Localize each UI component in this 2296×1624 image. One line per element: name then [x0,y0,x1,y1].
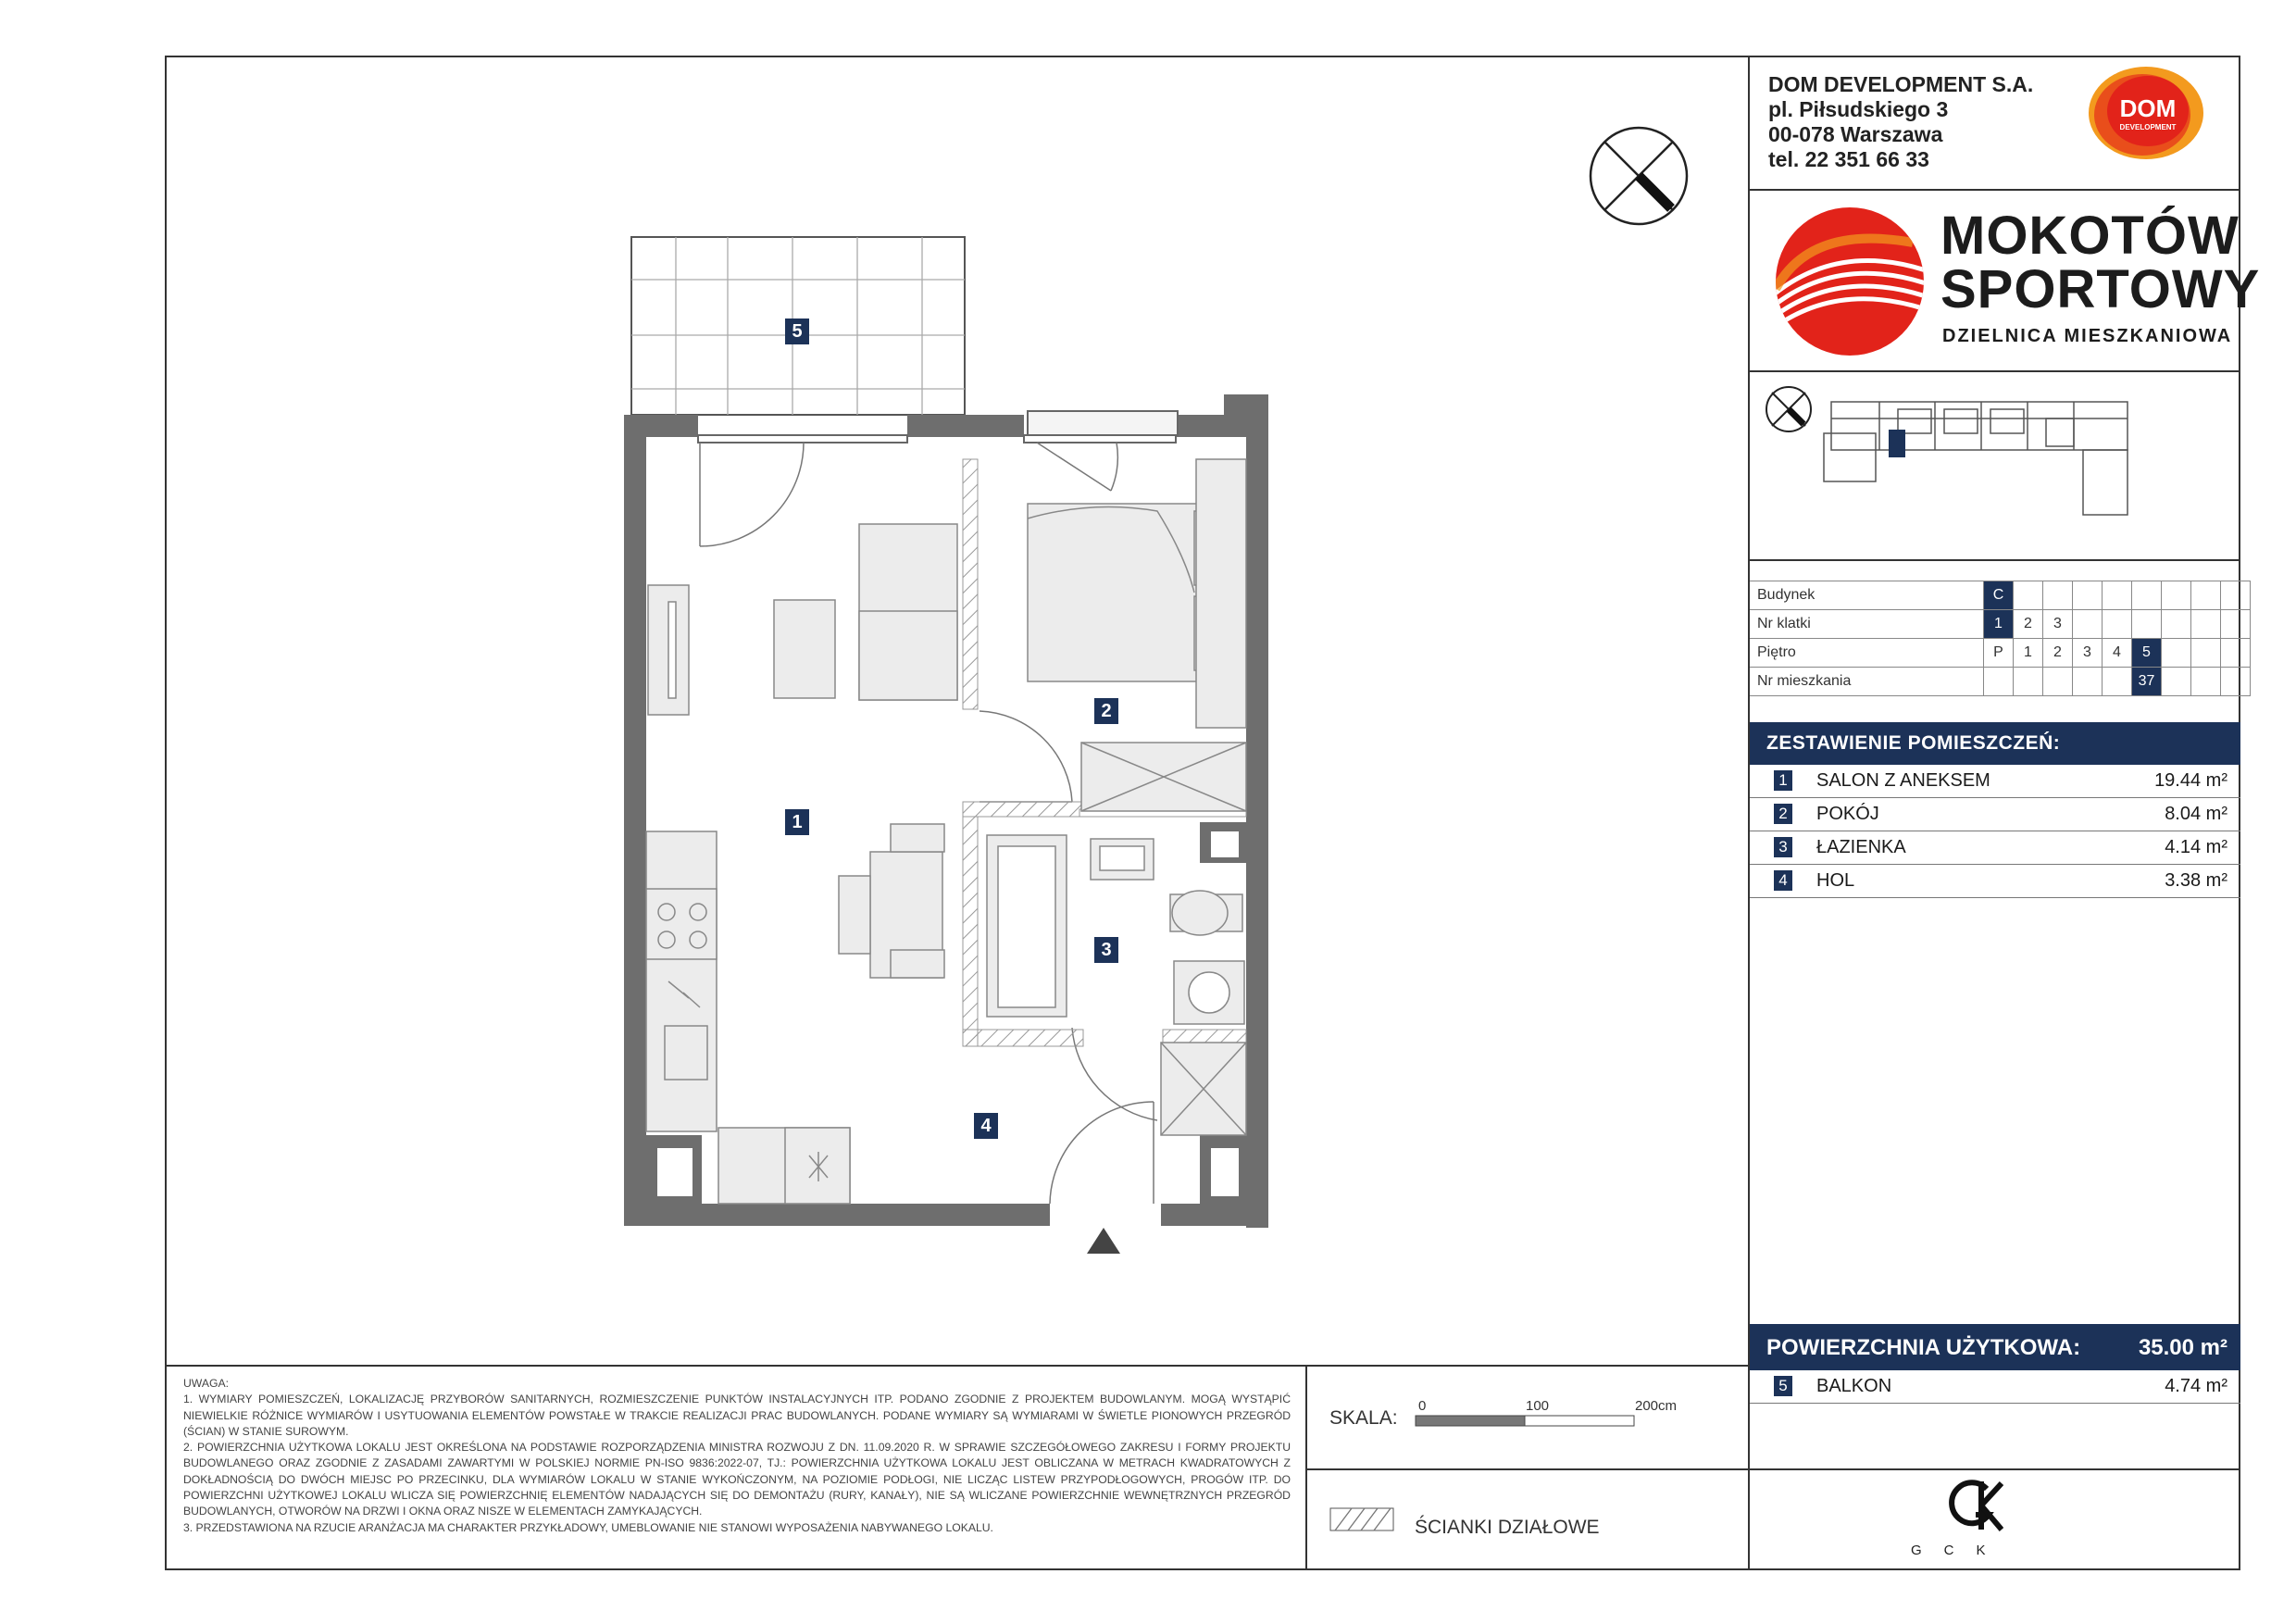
compass-icon [1591,128,1687,224]
company-street: pl. Piłsudskiego 3 [1768,97,1949,121]
locator-cell [2191,668,2221,696]
locator-cell [2014,668,2043,696]
total-area-bar [1750,1324,2240,1370]
locator-cell: 3 [2043,610,2073,639]
locator-row-label: Piętro [1750,639,1984,668]
dom-development-logo [2085,65,2209,161]
company-phone: tel. 22 351 66 33 [1768,147,1929,171]
room-row [1750,765,2240,798]
locator-row-label: Budynek [1750,581,1984,610]
locator-cell [1984,668,2014,696]
locator-cell: 2 [2043,639,2073,668]
plan-tag-room: 2 [1094,698,1118,724]
notes-block [183,1376,1291,1536]
divider-footer [1748,1468,2240,1470]
room-name: HOL [1816,870,1855,891]
locator-cell [2221,668,2251,696]
locator-cell [2162,610,2191,639]
plan-tag-balcony: 5 [785,319,809,344]
locator-cell [2103,668,2132,696]
furniture [646,459,1246,1204]
brand-line2: SPORTOWY [1940,259,2261,319]
room-name: ŁAZIENKA [1816,837,1906,857]
room-number: 4 [1774,870,1792,891]
logo-dom-text: DOM [2119,94,2177,122]
company-info [1768,72,2033,172]
balcony-name: BALKON [1816,1376,1892,1396]
locator-row-label: Nr klatki [1750,610,1984,639]
brand-title [1940,206,2261,319]
locator-cell [2221,610,2251,639]
room-row [1750,798,2240,831]
plan-tag-hall: 4 [974,1113,998,1139]
locator-cell: 5 [2132,639,2162,668]
locator-cell: 1 [1984,610,2014,639]
locator-row [1750,639,2251,668]
locator-cell [2043,581,2073,610]
locator-row [1750,610,2251,639]
rooms-header: ZESTAWIENIE POMIESZCZEŃ: [1750,722,2240,765]
room-name: SALON Z ANEKSEM [1816,770,1990,791]
locator-cell [2043,668,2073,696]
balcony-area: 4.74 m² [2165,1376,2227,1396]
locator-cell: 3 [2073,639,2103,668]
locator-cell: 37 [2132,668,2162,696]
room-number: 1 [1774,770,1792,791]
scale-bar [1415,1415,1637,1428]
divider-legend [1305,1468,1750,1470]
locator-cell [2132,581,2162,610]
locator-row-label: Nr mieszkania [1750,668,1984,696]
divider-brand [1748,370,2240,372]
key-plan [1759,381,2231,548]
entrance-arrow-icon [1087,1228,1120,1254]
keyplan-building-outline [1824,402,2128,515]
note-2: 2. POWIERZCHNIA UŻYTKOWA LOKALU JEST OKREŚLONA NA PODSTAWIE ROZPORZĄDZENIA MINISTRA ROZWOJU Z DN. 11.09.2020 R. W SPRAWIE SZCZEGÓŁOWEGO ZAKRESU I FORMY PROJEKTU BUDOWLANEGO ORAZ ZGODNIE Z ZASADAMI ZAWARTYMI W POLSKIEJ NORMIE PN-ISO 9836:2022-07, TJ.: POWIERZCHNIA UŻYTKOWA LOKALU JEST OBLICZANA W METRACH KWADRATOWYCH Z DOKŁADNOŚCIĄ DO DWÓCH MIEJSC PO PRZECINKU, DLA WYMIARÓW LOKALU W STANIE WYKOŃCZONYM, NA POZIOMIE PODŁOGI, NIE LICZĄC LISTEW PRZYPODŁOGOWYCH, PROGÓW ITP. DO POWIERZCHNI UŻYTKOWEJ LOKALU WLICZA SIĘ POWIERZCHNIĘ ELEMENTÓW NADAJĄCYCH SIĘ DO DEMONTAŻU (RURY, KANAŁY), NIE SĄ WLICZANE POWIERZCHNIE WEWNĘTRZNYCH PRZEGRÓD BUDOWLANYCH, OTWORÓW NA DRZWI I OKNA ORAZ NISZE W ELEMENTACH ZAMYKAJĄCYCH. [183,1441,1291,1518]
locator-cell [2103,581,2132,610]
locator-cell [2132,610,2162,639]
locator-table [1750,581,2251,696]
balcony-row [1750,1370,2240,1404]
mokotow-sportowy-logo-mark [1774,206,1926,357]
locator-cell [2103,610,2132,639]
room-number: 3 [1774,837,1792,857]
locator-cell [2191,581,2221,610]
partition-legend-label: ŚCIANKI DZIAŁOWE [1415,1517,1600,1538]
room-number: 2 [1774,804,1792,824]
locator-cell [2073,668,2103,696]
scale-tick-100: 100 [1526,1398,1550,1414]
keyplan-apartment-highlight [1889,430,1905,457]
locator-cell [2162,581,2191,610]
scale-label: SKALA: [1329,1407,1398,1429]
locator-cell: P [1984,639,2014,668]
brand-subtitle: DZIELNICA MIESZKANIOWA [1942,326,2233,346]
locator-cell: 2 [2014,610,2043,639]
plan-tag-bathroom: 3 [1094,937,1118,963]
note-3: 3. PRZEDSTAWIONA NA RZUCIE ARANŻACJA MA CHARAKTER PRZYKŁADOWY, UMEBLOWANIE NIE STANOWI WYPOSAŻENIA NABYWANEGO LOKALU. [183,1520,993,1534]
locator-cell: C [1984,581,2014,610]
brand-line1: MOKOTÓW [1940,206,2240,266]
locator-cell [2191,639,2221,668]
locator-cell [2162,668,2191,696]
room-area: 4.14 m² [2165,837,2227,857]
plan-tag-living-room: 1 [785,809,809,835]
room-area: 3.38 m² [2165,870,2227,891]
divider-keyplan [1748,559,2240,561]
room-area: 8.04 m² [2165,804,2227,824]
gck-logo [1948,1478,2003,1533]
gck-letters: GCK [1911,1543,2008,1558]
locator-cell: 4 [2103,639,2132,668]
total-area-label: POWIERZCHNIA UŻYTKOWA: [1766,1335,2081,1360]
note-1: 1. WYMIARY POMIESZCZEŃ, LOKALIZACJĘ PRZYBORÓW SANITARNYCH, ROZMIESZCZENIE PUNKTÓW INSTALACYJNYCH ITP. PODANO ZGODNIE Z PROJEKTEM BUDOWLANYM. MOGĄ WYSTĄPIĆ NIEWIELKIE RÓŻNICE WYMIARÓW I USYTUOWANIA ELEMENTÓW POWSTAŁE W TRAKCIE REALIZACJI PRAC BUDOWLANYCH. PODANE WYMIARY SĄ WYMIARAMI W ŚWIETLE PIONOWYCH PRZEGRÓD (ŚCIAN) W STANIE SUROWYM. [183,1393,1291,1438]
room-area: 19.44 m² [2154,770,2227,791]
locator-cell [2221,639,2251,668]
locator-cell [2162,639,2191,668]
room-row [1750,831,2240,865]
scale-tick-200: 200cm [1635,1398,1678,1414]
locator-cell [2221,581,2251,610]
room-name: POKÓJ [1816,804,1879,824]
locator-row [1750,668,2251,696]
locator-cell [2073,610,2103,639]
locator-row [1750,581,2251,610]
company-city: 00-078 Warszawa [1768,122,1943,146]
locator-cell [2191,610,2221,639]
keyplan-compass-icon [1766,387,1811,431]
room-row [1750,865,2240,898]
locator-cell [2014,581,2043,610]
scale-tick-0: 0 [1418,1398,1427,1414]
divider-company [1748,189,2240,191]
total-area-value: 35.00 m² [2138,1335,2227,1360]
partition-hatch-icon [1329,1507,1394,1531]
balcony-number: 5 [1774,1376,1792,1396]
logo-dev-text: DEVELOPMENT [2119,123,2177,131]
locator-cell [2073,581,2103,610]
locator-cell: 1 [2014,639,2043,668]
divider-scale [1305,1365,1307,1570]
divider-notes [165,1365,1750,1367]
company-name: DOM DEVELOPMENT S.A. [1768,72,2034,96]
notes-title: UWAGA: [183,1377,229,1390]
